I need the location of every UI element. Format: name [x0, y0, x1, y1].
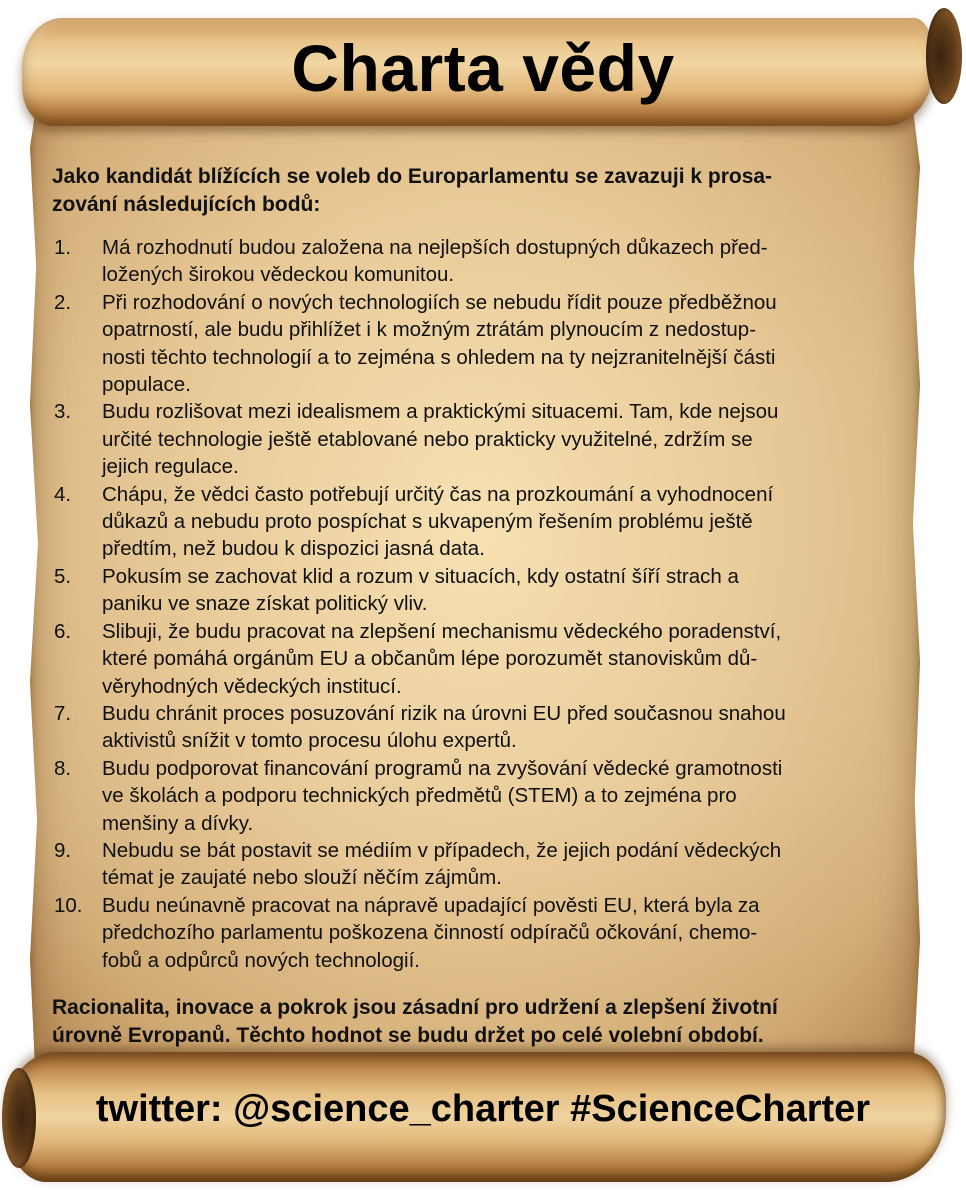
- conclusion-line-2: úrovně Evropanů. Těchto hodnot se budu držet po celé volební období.: [52, 1023, 764, 1047]
- pledge-number: 5.: [54, 564, 72, 588]
- page-title: Charta vědy: [291, 31, 675, 105]
- pledge-text-line: předtím, než budou k dispozici jasná data.: [102, 537, 485, 561]
- pledge-number: 3.: [54, 400, 72, 424]
- conclusion-statement: [52, 994, 912, 1049]
- pledge-list: [52, 234, 912, 974]
- pledge-text-line: Pokusím se zachovat klid a rozum v situacích, kdy ostatní šíří strach a: [102, 564, 739, 588]
- pledge-text-line: populace.: [102, 373, 191, 397]
- pledge-text-line: Chápu, že vědci často potřebují určitý čas na prozkoumání a vyhodnocení: [102, 482, 774, 506]
- pledge-item: [52, 398, 912, 480]
- pledge-number: 2.: [54, 290, 72, 314]
- intro-statement: [52, 163, 902, 219]
- pledge-number: 7.: [54, 701, 72, 725]
- pledge-text-line: ložených širokou vědeckou komunitou.: [102, 263, 455, 287]
- pledge-text-line: aktivistů snížit v tomto procesu úlohu expertů.: [102, 729, 517, 753]
- pledge-text-line: Slibuji, že budu pracovat na zlepšení mechanismu vědeckého poradenství,: [102, 619, 782, 643]
- pledge-number: 8.: [54, 756, 72, 780]
- pledge-item: [52, 481, 912, 563]
- conclusion-line-1: Racionalita, inovace a pokrok jsou zásadní pro udržení a zlepšení životní: [52, 996, 778, 1019]
- pledge-text-line: paniku ve snaze získat politický vliv.: [102, 592, 428, 616]
- pledge-item: [52, 563, 912, 618]
- pledge-text-line: které pomáhá orgánům EU a občanům lépe porozumět stanoviskům dů-: [102, 647, 758, 671]
- pledge-text-line: opatrností, ale budu přihlížet i k možným ztrátám plynoucím z nedostup-: [102, 318, 757, 342]
- pledge-text-line: Budu rozlišovat mezi idealismem a praktickými situacemi. Tam, kde nejsou: [102, 400, 779, 424]
- pledge-text-line: menšiny a dívky.: [102, 811, 254, 835]
- pledge-item: [52, 700, 912, 755]
- pledge-text-line: Nebudu se bát postavit se médiím v případech, že jejich podání vědeckých: [102, 838, 782, 862]
- pledge-item: [52, 837, 912, 892]
- pledge-text-line: věryhodných vědeckých institucí.: [102, 674, 402, 698]
- pledge-text-line: důkazů a nebudu proto pospíchat s ukvapeným řešením problému ještě: [102, 510, 753, 534]
- pledge-number: 10.: [54, 893, 83, 917]
- intro-line-1: Jako kandidát blížících se voleb do Europarlamentu se zavazuji k prosa-: [52, 165, 773, 188]
- pledge-number: 6.: [54, 619, 72, 643]
- pledge-text-line: jejich regulace.: [102, 455, 239, 479]
- pledge-text-line: určité technologie ještě etablované nebo prakticky využitelné, zdržím se: [102, 427, 753, 451]
- pledge-number: 9.: [54, 838, 72, 862]
- pledge-text-line: nosti těchto technologií a to zejména s ohledem na ty nejzranitelnější části: [102, 345, 776, 369]
- pledge-text-line: Při rozhodování o nových technologiích se nebudu řídit pouze předběžnou: [102, 290, 777, 314]
- pledge-number: 4.: [54, 482, 72, 506]
- intro-line-2: zování následujících bodů:: [52, 193, 321, 216]
- pledge-item: [52, 755, 912, 837]
- pledge-text-line: Budu chránit proces posuzování rizik na úrovni EU před současnou snahou: [102, 701, 786, 725]
- pledge-text-line: fobů a odpůrců nových technologií.: [102, 948, 420, 972]
- pledge-text-line: předchozího parlamentu poškozena činností odpíračů očkování, chemo-: [102, 921, 758, 945]
- footer-social-handle: twitter: @science_charter #ScienceCharter: [95, 1088, 871, 1130]
- pledge-item: [52, 234, 912, 289]
- pledge-text-line: témat je zaujaté nebo slouží něčím zájmům.: [102, 866, 502, 890]
- pledge-text-line: Budu neúnavně pracovat na nápravě upadající pověsti EU, která byla za: [102, 893, 760, 917]
- pledge-item: [52, 289, 912, 399]
- pledge-text-line: Budu podporovat financování programů na zvyšování vědecké gramotnosti: [102, 756, 783, 780]
- pledge-item: [52, 892, 912, 974]
- pledge-item: [52, 618, 912, 700]
- pledge-text-line: ve školách a podporu technických předmětů (STEM) a to zejména pro: [102, 784, 737, 808]
- pledge-text-line: Má rozhodnutí budou založena na nejlepších dostupných důkazech před-: [102, 236, 768, 259]
- pledge-number: 1.: [54, 236, 72, 259]
